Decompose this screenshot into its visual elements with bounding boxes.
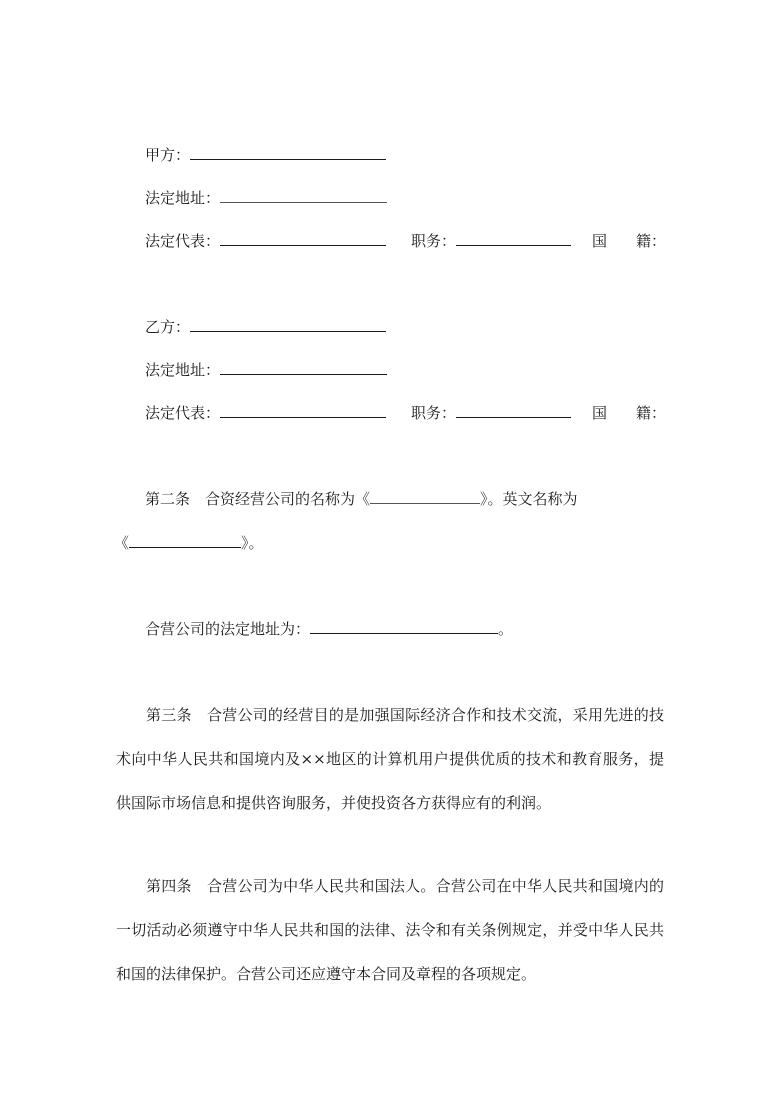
party-b-address-row (145, 360, 387, 380)
party-b-address-blank (220, 360, 387, 375)
party-a-title-label: 职务： (411, 232, 457, 250)
jv-address-end: 。 (498, 620, 514, 638)
party-b-title-row (411, 403, 571, 423)
article-2-text-1: 第二条 合资经营公司的名称为《 (145, 490, 371, 508)
article-2-name-blank (370, 489, 480, 504)
party-b-title-blank (456, 403, 571, 418)
party-b-rep-label: 法定代表： (145, 404, 221, 422)
article-2-text-3: 《 (114, 534, 130, 552)
party-a-address-row (145, 188, 387, 208)
party-b-address-label: 法定地址： (145, 361, 221, 379)
party-b-name-blank (190, 317, 386, 332)
party-a-name-label: 甲方： (145, 146, 191, 164)
party-a-rep-label: 法定代表： (145, 232, 221, 250)
party-a-title-blank (456, 231, 571, 246)
party-b-nationality-char1: 国 (592, 404, 608, 422)
party-a-title-row (411, 231, 571, 251)
article-2-line-1 (145, 489, 578, 509)
party-b-name-row (145, 317, 386, 337)
party-a-nationality-char2: 籍： (636, 232, 667, 250)
party-a-name-blank (190, 145, 386, 160)
party-a-name-row (145, 145, 386, 165)
article-2-text-4: 》。 (241, 534, 264, 552)
party-a-address-blank (220, 188, 387, 203)
article-2-line-2 (114, 533, 264, 553)
party-a-rep-blank (220, 231, 386, 246)
article-2-text-2: 》。英文名称为 (480, 490, 578, 508)
article-2-english-name-blank (129, 533, 241, 548)
party-b-nationality-char2: 籍： (636, 404, 667, 422)
article-3-paragraph: 第三条 合营公司的经营目的是加强国际经济合作和技术交流，采用先进的技术向中华人民共和国境内及××地区的计算机用户提供优质的技术和教育服务，提供国际市场信息和提供咨询服务，并使投资各方获得应有的利润。 (116, 706, 664, 812)
party-b-rep-row (145, 403, 386, 423)
party-a-address-label: 法定地址： (145, 189, 221, 207)
party-a-rep-row (145, 231, 386, 251)
jv-address-blank (310, 619, 498, 634)
party-a-nationality-char1: 国 (592, 232, 608, 250)
article-4-paragraph: 第四条 合营公司为中华人民共和国法人。合营公司在中华人民共和国境内的一切活动必须遵守中华人民共和国的法律、法令和有关条例规定，并受中华人民共和国的法律保护。合营公司还应遵守本合同及章程的各项规定。 (116, 877, 664, 983)
party-b-name-label: 乙方： (145, 318, 191, 336)
jv-address-label: 合营公司的法定地址为： (145, 620, 311, 638)
jv-address-row (145, 619, 513, 639)
party-b-rep-blank (220, 403, 386, 418)
party-b-title-label: 职务： (411, 404, 457, 422)
